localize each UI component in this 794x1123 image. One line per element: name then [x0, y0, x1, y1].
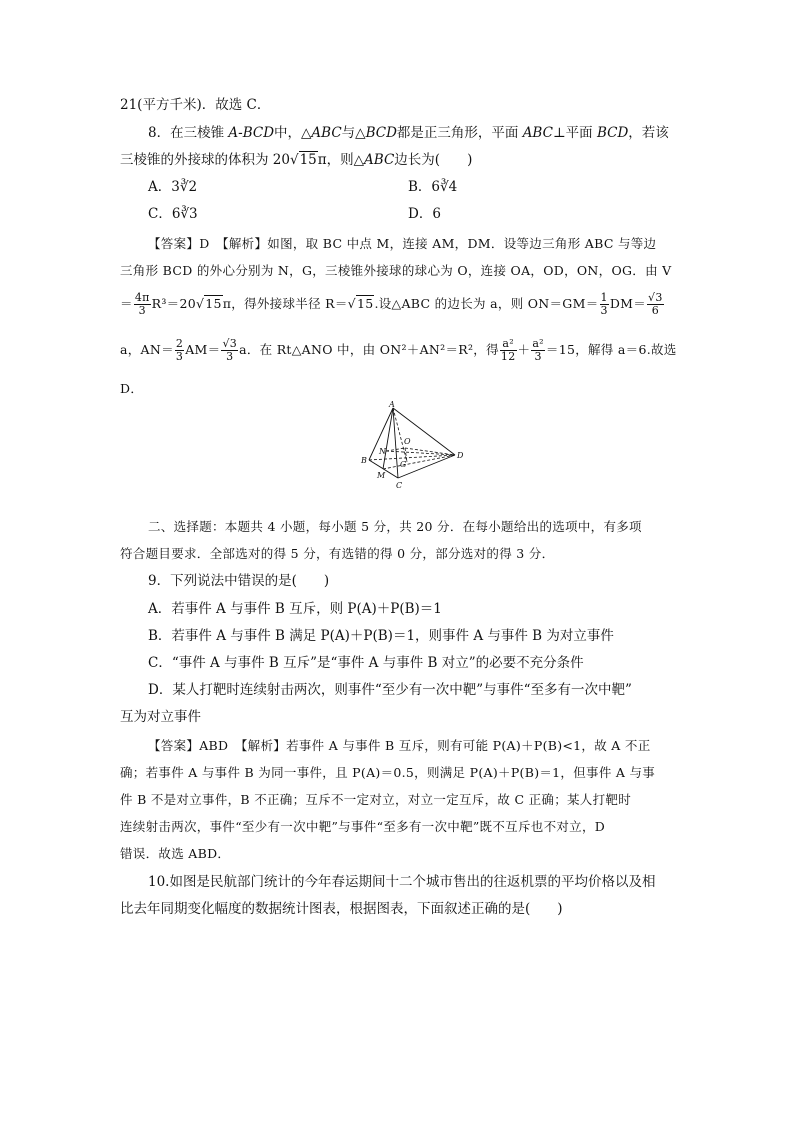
q10-stem-line1: 10.如图是民航部门统计的今年春运期间十二个城市售出的往返机票的平均价格以及相 — [148, 874, 656, 890]
q9-analysis-line1: 【答案】ABD 【解析】若事件 A 与事件 B 互斥，则有可能 P(A)＋P(B)<1，故 A 不正 — [148, 738, 651, 753]
q10-stem-line2: 比去年同期变化幅度的数据统计图表，根据图表，下面叙述正确的是( ) — [120, 901, 563, 917]
label-m: M — [377, 471, 386, 480]
q8-analysis-line4: a，AN＝ $\frac{2}{3}$ AM＝ $\frac{√3}{3}$ a．在 Rt△ANO 中，由 ON²＋AN²＝R²，得 $\frac{\text{a²}}{12}$ ＋ $\frac{\text{a²}}{3}$ ＝15，解得 a＝6.故选 — [120, 337, 677, 363]
section2-instructions-line1: 二、选择题：本题共 4 小题，每小题 5 分，共 20 分．在每小题给出的选项中，有多项 — [148, 519, 642, 534]
q9-option-c: C．“事件 A 与事件 B 互斥”是“事件 A 与事件 B 对立”的必要不充分条件 — [148, 655, 584, 671]
q8-analysis-line1: 【答案】D 【解析】如图，取 BC 中点 M，连接 AM，DM．设等边三角形 ABC 与等边 — [148, 236, 657, 251]
q9-analysis-line3: 件 B 不是对立事件，B 不正确；互斥不一定对立，对立一定互斥，故 C 正确；某人打靶时 — [120, 792, 632, 807]
q8-analysis-line3: ＝ $\frac{4\pi}{3}$ R³＝20√15π，得外接球半径 R＝√15.设△ABC 的边长为 a，则 ON＝GM＝ $\frac{1}{3}$ DM＝ $\frac{√3}{6}$ — [120, 291, 663, 317]
edge-ad — [393, 408, 455, 455]
q8-option-d: D．6 — [408, 206, 441, 222]
label-d: D — [457, 451, 464, 460]
q9-stem: 9．下列说法中错误的是( ) — [148, 573, 330, 589]
q9-option-d-line1: D．某人打靶时连续射击两次，则事件“至少有一次中靶”与事件“至多有一次中靶” — [148, 682, 632, 698]
q8-option-a: A．3∛2 — [148, 179, 198, 195]
q9-analysis-line2: 确；若事件 A 与事件 B 为同一事件，且 P(A)＝0.5，则满足 P(A)＋P(B)＝1，但事件 A 与事 — [120, 765, 656, 780]
label-g: G — [400, 460, 407, 469]
q8-stem-line2: 三棱锥的外接球的体积为 20√15π，则△ABC边长为( ) — [120, 152, 473, 168]
q9-option-a: A．若事件 A 与事件 B 互斥，则 P(A)＋P(B)＝1 — [148, 601, 442, 617]
frac-1-3: $\frac{1}{3}$ — [600, 291, 608, 317]
frac-a2-3: $\frac{\text{a²}}{3}$ — [532, 337, 544, 363]
frac-2-3: $\frac{2}{3}$ — [175, 337, 184, 363]
label-o: O — [404, 437, 411, 446]
q9-option-d-line2: 互为对立事件 — [120, 709, 201, 725]
q8-option-b: B．6∛4 — [408, 179, 458, 195]
q8-stem-line1: 8．在三棱锥 A-BCD中，△ABC与△BCD都是正三角形，平面 ABC⊥平面 BCD，若该 — [148, 125, 669, 141]
frac-a2-12: $\frac{\text{a²}}{12}$ — [500, 337, 516, 363]
q9-analysis-line4: 连续射击两次，事件“至少有一次中靶”与事件“至多有一次中靶”既不互斥也不对立，D — [120, 819, 606, 834]
tetrahedron-diagram — [355, 400, 465, 490]
frac-sqrt3-6: $\frac{√3}{6}$ — [648, 291, 663, 317]
q8-option-c: C．6∛3 — [148, 206, 198, 222]
prev-answer-tail: 21(平方千米)．故选 C． — [120, 97, 271, 113]
frac-4pi-3: $\frac{4\pi}{3}$ — [134, 291, 150, 317]
section2-instructions-line2: 符合题目要求．全部选对的得 5 分，有选错的得 0 分，部分选对的得 3 分． — [120, 546, 555, 561]
q8-analysis-line5: D． — [120, 381, 144, 396]
frac-sqrt3-3: $\frac{√3}{3}$ — [222, 337, 238, 363]
q9-option-b: B．若事件 A 与事件 B 满足 P(A)＋P(B)＝1，则事件 A 与事件 B 为对立事件 — [148, 628, 614, 644]
label-a: A — [389, 400, 395, 409]
label-c: C — [396, 481, 403, 490]
label-n: N — [379, 447, 386, 456]
q9-analysis-line5: 错误．故选 ABD． — [120, 846, 231, 861]
q8-analysis-line2: 三角形 BCD 的外心分别为 N，G，三棱锥外接球的球心为 O，连接 OA，OD，ON，OG．由 V — [120, 263, 672, 278]
segment-am — [383, 408, 393, 469]
label-b: B — [361, 456, 367, 465]
